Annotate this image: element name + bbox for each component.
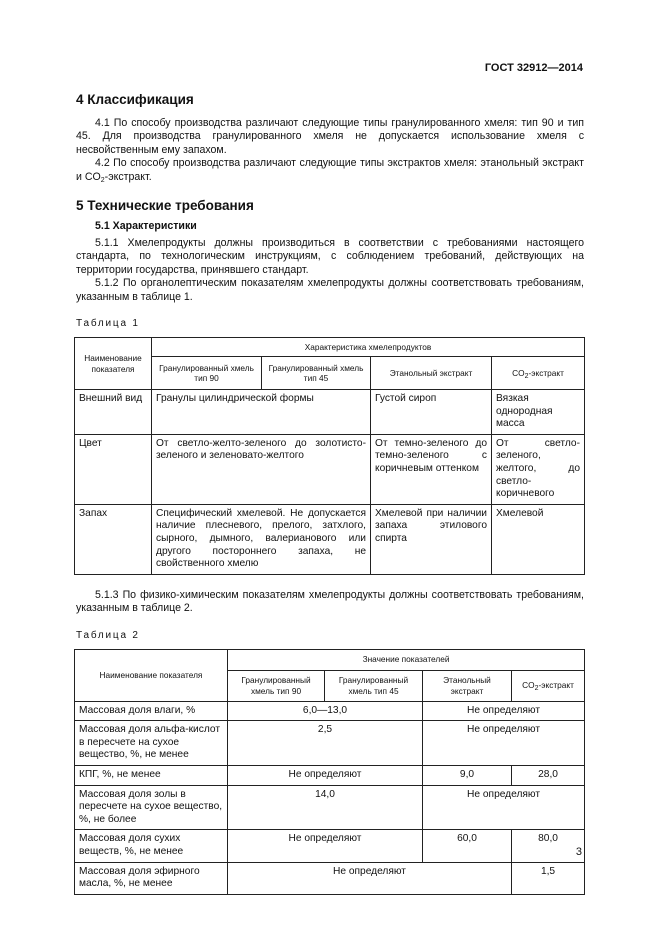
ethanol-value: Густой сироп: [371, 390, 492, 435]
row-name: Массовая доля сухих веществ, %, не менее: [75, 830, 228, 862]
table-2-header-gran-45: Гранулированный хмель тип 45: [325, 670, 423, 701]
table-1-header-gran-45: Гранулированный хмель тип 45: [262, 357, 371, 390]
co2-value: Хмелевой: [492, 504, 585, 574]
standard-number: ГОСТ 32912—2014: [484, 62, 583, 74]
table-2-header-name: Наименование показателя: [75, 649, 228, 701]
paragraph-4-1: 4.1 По способу производства различают следующие типы гранулированного хмеля: тип 90 и тип 45. Для производства гранулированного хмеля не допускается использование хмеля с несвойственным ему запахом.: [76, 117, 584, 156]
table-2-caption: Таблица 2: [76, 629, 140, 641]
table-row: [75, 390, 585, 435]
table-1-header-co2: $CO_2$-экстракт: [492, 357, 585, 390]
gran-value: Гранулы цилиндрической формы: [152, 390, 371, 435]
gran-value: 2,5: [228, 721, 423, 766]
table-row: [75, 701, 585, 721]
page-number: 3: [575, 846, 582, 858]
row-name: Запах: [75, 504, 152, 574]
paragraph-5-1-3: 5.1.3 По физико-химическим показателям хмелепродукты должны соответствовать требованиям, указанным в таблице 2.: [76, 588, 584, 615]
gran-value: 14,0: [228, 785, 423, 830]
extract-value: Не определяют: [423, 785, 585, 830]
table-2-header-gran-90: Гранулированный хмель тип 90: [228, 670, 325, 701]
co2-value: От светло-зеленого, желтого, до светло-коричневого: [492, 434, 585, 504]
section-5-title: 5 Технические требования: [76, 198, 254, 214]
co2-value: 1,5: [512, 862, 585, 894]
table-1-header-gran-90: Гранулированный хмель тип 90: [152, 357, 262, 390]
ethanol-value: 60,0: [423, 830, 512, 862]
row-name: Массовая доля эфирного масла, %, не менее: [75, 862, 228, 894]
table-1-caption: Таблица 1: [76, 318, 140, 330]
table-2-header-co2: $CO_2$-экстракт: [512, 670, 585, 701]
row-name: Массовая доля золы в пересчете на сухое вещество, %, не более: [75, 785, 228, 830]
paragraph-5-1-2: 5.1.2 По органолептическим показателям хмелепродукты должны соответствовать требованиям, указанным в таблице 1.: [76, 277, 584, 303]
table-row: [75, 785, 585, 830]
row-name: Массовая доля альфа-кислот в пересчете на сухое вещество, %, не менее: [75, 721, 228, 766]
table-row: [75, 434, 585, 504]
table-2: [74, 649, 585, 895]
row-name: Внешний вид: [75, 390, 152, 435]
co2-value: 28,0: [512, 765, 585, 785]
paragraph-4-2: 4.2 По способу производства различают следующие типы экстрактов хмеля: этанольный экстракт и $CO_2$-экстракт.: [76, 157, 584, 184]
row-name: КПГ, %, не менее: [75, 765, 228, 785]
paragraph-5-1-1: 5.1.1 Хмелепродукты должны производиться в соответствии с требованиями настоящего стандарта, по технологическим инструкциям, с соблюдением требований, действующих на территории государства, принявшего стандарт.: [76, 237, 584, 276]
gran-value: Не определяют: [228, 765, 423, 785]
gran-value: От светло-желто-зеленого до золотисто-зеленого и зеленовато-желтого: [152, 434, 371, 504]
table-row: [75, 721, 585, 766]
ethanol-value: От темно-зеленого до темно-зеленого с коричневым оттенком: [371, 434, 492, 504]
document-body: [76, 92, 584, 895]
table-2-header-group: Значение показателей: [228, 649, 585, 670]
co2-value: 80,0: [512, 830, 585, 862]
gran-value: 6,0—13,0: [228, 701, 423, 721]
section-4-title: 4 Классификация: [76, 92, 194, 107]
not-determined-value: Не определяют: [228, 862, 512, 894]
gran-value: Специфический хмелевой. Не допускается наличие плесневого, прелого, затхлого, сырного, дымного, валерианового или другого постороннего запаха, не свойственного хмелю: [152, 504, 371, 574]
row-name: Цвет: [75, 434, 152, 504]
extract-value: Не определяют: [423, 721, 585, 766]
extract-value: Не определяют: [423, 701, 585, 721]
co2-value: Вязкая однородная масса: [492, 390, 585, 435]
ethanol-value: 9,0: [423, 765, 512, 785]
table-2-header-ethanol: Этанольный экстракт: [423, 670, 512, 701]
section-5-1-title: 5.1 Характеристики: [95, 220, 197, 233]
table-row: [75, 504, 585, 574]
table-1-header-name: Наименование показателя: [75, 338, 152, 390]
row-name: Массовая доля влаги, %: [75, 701, 228, 721]
gran-value: Не определяют: [228, 830, 423, 862]
table-row: [75, 830, 585, 862]
table-row: [75, 765, 585, 785]
ethanol-value: Хмелевой при наличии запаха этилового спирта: [371, 504, 492, 574]
table-1-header-group: Характеристика хмелепродуктов: [152, 338, 585, 357]
table-1-header-ethanol: Этанольный экстракт: [371, 357, 492, 390]
table-1: [74, 337, 585, 575]
table-row: [75, 862, 585, 894]
